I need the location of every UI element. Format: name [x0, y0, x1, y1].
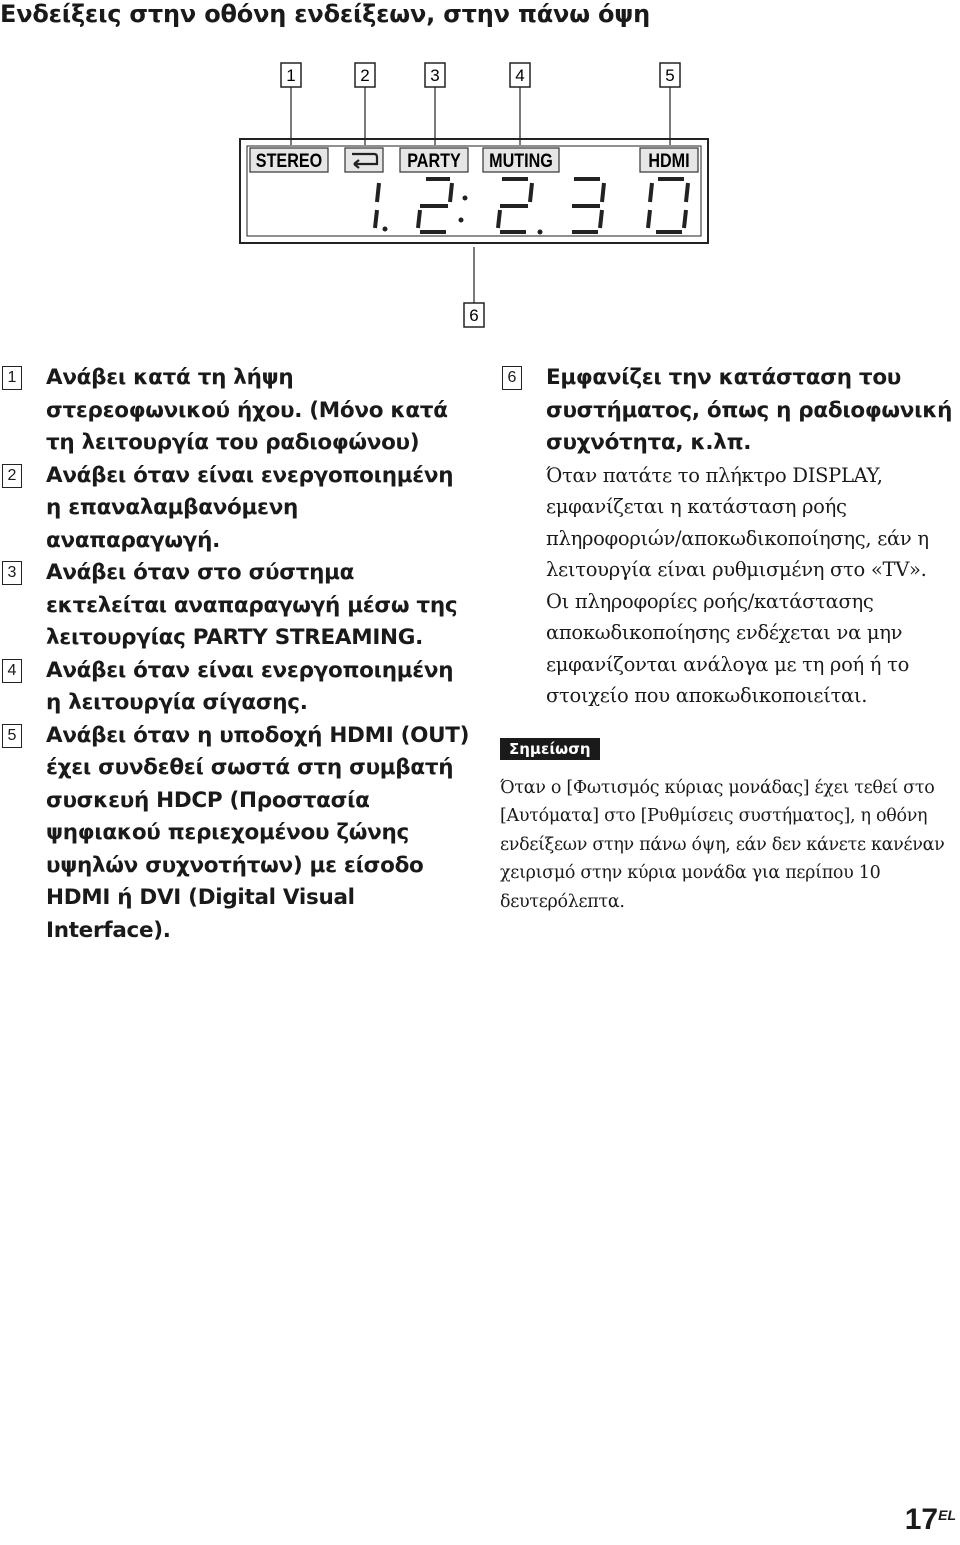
- callout-1-label: 1: [286, 66, 296, 85]
- list-item-6: [500, 362, 955, 460]
- item-text: Ανάβει όταν είναι ενεργοποιημένη η λειτουργία σίγασης.: [46, 657, 454, 715]
- note-label: Σημείωση: [500, 738, 600, 760]
- hdmi-indicator: [640, 148, 698, 172]
- left-column: [0, 362, 470, 947]
- callout-5: [660, 63, 680, 145]
- callout-6: [464, 247, 484, 327]
- list-item-2: [0, 460, 470, 558]
- note-section: [500, 712, 955, 917]
- indicator-labels: [250, 148, 698, 172]
- muting-indicator-label: MUTING: [489, 149, 553, 172]
- item-number: 2: [2, 464, 22, 488]
- item-6-paragraph-1: Όταν πατάτε το πλήκτρο DISPLAY, εμφανίζεται η κατάσταση ροής πληροφοριών/αποκωδικοποίησης, εάν η λειτουργία είναι ρυθμισμένη στο «TV».: [546, 463, 929, 581]
- callout-3-label: 3: [430, 66, 440, 85]
- callout-boxes: [281, 63, 680, 327]
- digit-5: [648, 179, 688, 232]
- colon: [459, 196, 468, 223]
- callout-2: [355, 63, 375, 145]
- hdmi-indicator-label: HDMI: [648, 149, 690, 172]
- repeat-indicator: [345, 148, 383, 172]
- note-text: Όταν ο [Φωτισμός κύριας μονάδας] έχει τεθεί στο [Αυτόματα] στο [Ρυθμίσεις συστήματος], η οθόνη ενδείξεων στην πάνω όψη, εάν δεν κάνετε κανέναν χειρισμό στην κύρια μονάδα για περίπου 10 δευτερόλεπτα.: [500, 777, 945, 912]
- list-item-3: [0, 557, 470, 655]
- item-number: 1: [2, 366, 22, 390]
- segment-digits: [375, 179, 688, 235]
- item-text: Ανάβει όταν η υποδοχή HDMI (OUT) έχει συνδεθεί σωστά στη συμβατή συσκευή HDCP (Προστασία ψηφιακού περιεχομένου ζώνης υψηλών συχνοτήτων) με είσοδο HDMI ή DVI (Digital Visual Interface).: [46, 722, 470, 943]
- stereo-indicator-label: STEREO: [255, 149, 323, 172]
- list-item-4: [0, 655, 470, 720]
- callout-1: [281, 63, 301, 145]
- callout-2-label: 2: [360, 66, 370, 85]
- item-number: 5: [2, 724, 22, 748]
- digit-1: [375, 183, 388, 232]
- item-number: 6: [502, 366, 522, 390]
- page-number: [905, 1503, 956, 1537]
- party-indicator: [400, 148, 468, 172]
- item-number: 4: [2, 659, 22, 683]
- item-text: Ανάβει όταν στο σύστημα εκτελείται αναπαραγωγή μέσω της λειτουργίας PARTY STREAMING.: [46, 560, 458, 650]
- digit-2: [418, 179, 452, 232]
- digit-3: [498, 179, 543, 235]
- list-item-1: [0, 362, 470, 460]
- party-indicator-label: PARTY: [407, 149, 461, 172]
- item-text: Ανάβει κατά τη λήψη στερεοφωνικού ήχου. (Μόνο κατά τη λειτουργία του ραδιοφώνου): [46, 365, 448, 455]
- callout-4-label: 4: [515, 66, 525, 85]
- callout-4: [510, 63, 530, 145]
- callout-5-label: 5: [665, 66, 675, 85]
- digit-4: [572, 179, 604, 232]
- list-item-5: [0, 720, 470, 948]
- callout-3: [425, 63, 445, 145]
- callout-6-label: 6: [469, 306, 479, 325]
- item-6-paragraph-2: Οι πληροφορίες ροής/κατάστασης αποκωδικοποίησης ενδέχεται να μην εμφανίζονται ανάλογα με τη ροή ή το στοιχείο που αποκωδικοποιείται.: [546, 589, 910, 707]
- page-language-code: EL: [938, 1507, 956, 1523]
- right-column: [500, 362, 955, 916]
- item-text: Εμφανίζει την κατάσταση του συστήματος, όπως η ραδιοφωνική συχνότητα, κ.λπ.: [546, 365, 953, 455]
- stereo-indicator: [250, 148, 328, 172]
- item-text: Ανάβει όταν είναι ενεργοποιημένη η επαναλαμβανόμενη αναπαραγωγή.: [46, 462, 454, 553]
- page-number-value: 17: [904, 1503, 939, 1536]
- display-panel-diagram: [0, 50, 960, 340]
- page-title: Ενδείξεις στην οθόνη ενδείξεων, στην πάνω όψη: [0, 0, 651, 28]
- muting-indicator: [483, 148, 559, 172]
- item-number: 3: [2, 561, 22, 585]
